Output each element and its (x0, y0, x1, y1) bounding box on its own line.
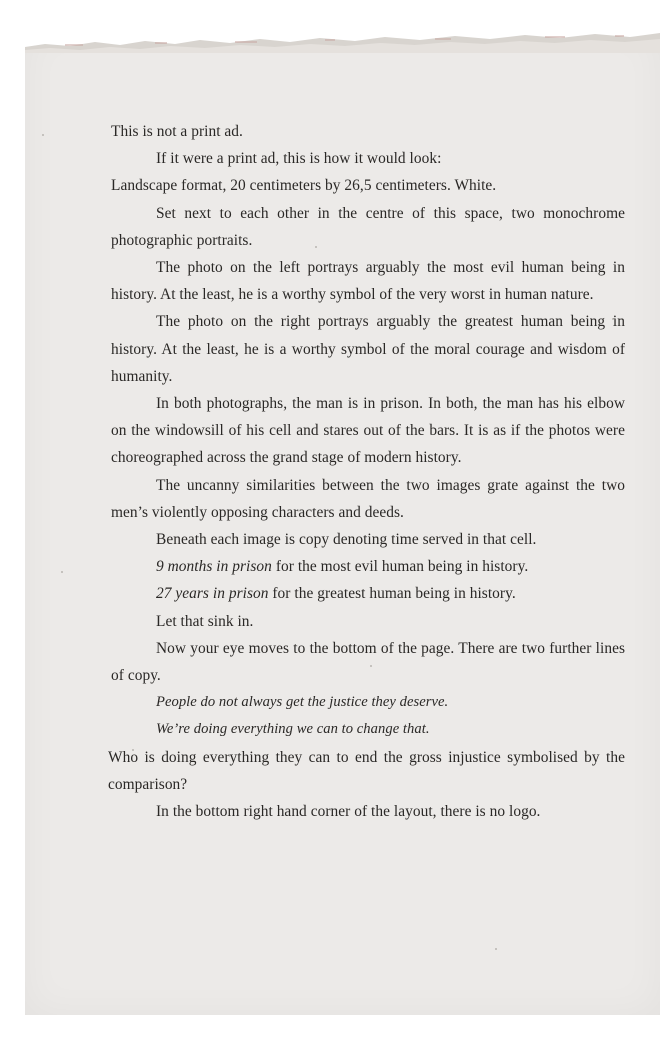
paragraph: Who is doing everything they can to end the gross injustice symbolised by the comparison? (108, 748, 625, 793)
paragraph (111, 580, 625, 607)
paragraph: Now your eye moves to the bottom of the page. There are two further lines of copy. (111, 639, 625, 685)
italic-phrase: 9 months in prison (156, 558, 272, 576)
paragraph: This is not a print ad. (111, 123, 243, 140)
tagline-line: People do not always get the justice they deserve. (156, 694, 449, 711)
paragraph: In both photographs, the man is in prison. In both, the man has his elbow on the windowsill of his cell and stares out of the bars. It is as if the photos were choreographed across the grand stage of modern history. (111, 395, 625, 467)
paragraph: Let that sink in. (156, 612, 254, 630)
paragraph-text: for the most evil human being in history. (271, 558, 529, 576)
paragraph: Landscape format, 20 centimeters by 26,5 centimeters. White. (111, 177, 497, 195)
paragraph: Beneath each image is copy denoting time served in that cell. (156, 531, 537, 549)
paragraph: The photo on the left portrays arguably the most evil human being in history. At the least, he is a worthy symbol of the very worst in human nature. (111, 259, 625, 304)
paragraph: The photo on the right portrays arguably the greatest human being in history. At the least, he is a worthy symbol of the moral courage and wisdom of humanity. (111, 313, 625, 385)
paragraph: In the bottom right hand corner of the layout, there is no logo. (156, 803, 541, 821)
paragraph: The uncanny similarities between the two images grate against the two men’s violently opposing characters and deeds. (111, 476, 625, 521)
paragraph-text: for the greatest human being in history. (268, 585, 516, 603)
tagline-line: We’re doing everything we can to change that. (156, 721, 430, 738)
paragraph (111, 553, 625, 580)
paragraph: If it were a print ad, this is how it would look: (156, 150, 442, 168)
paragraph: Set next to each other in the centre of this space, two monochrome photographic portraits. (111, 204, 625, 249)
body-text (108, 118, 625, 825)
paper-speck (61, 571, 63, 573)
paper-speck (42, 134, 44, 136)
torn-paper-edge (25, 27, 660, 53)
italic-phrase: 27 years in prison (156, 585, 269, 603)
paper-speck (495, 948, 497, 950)
